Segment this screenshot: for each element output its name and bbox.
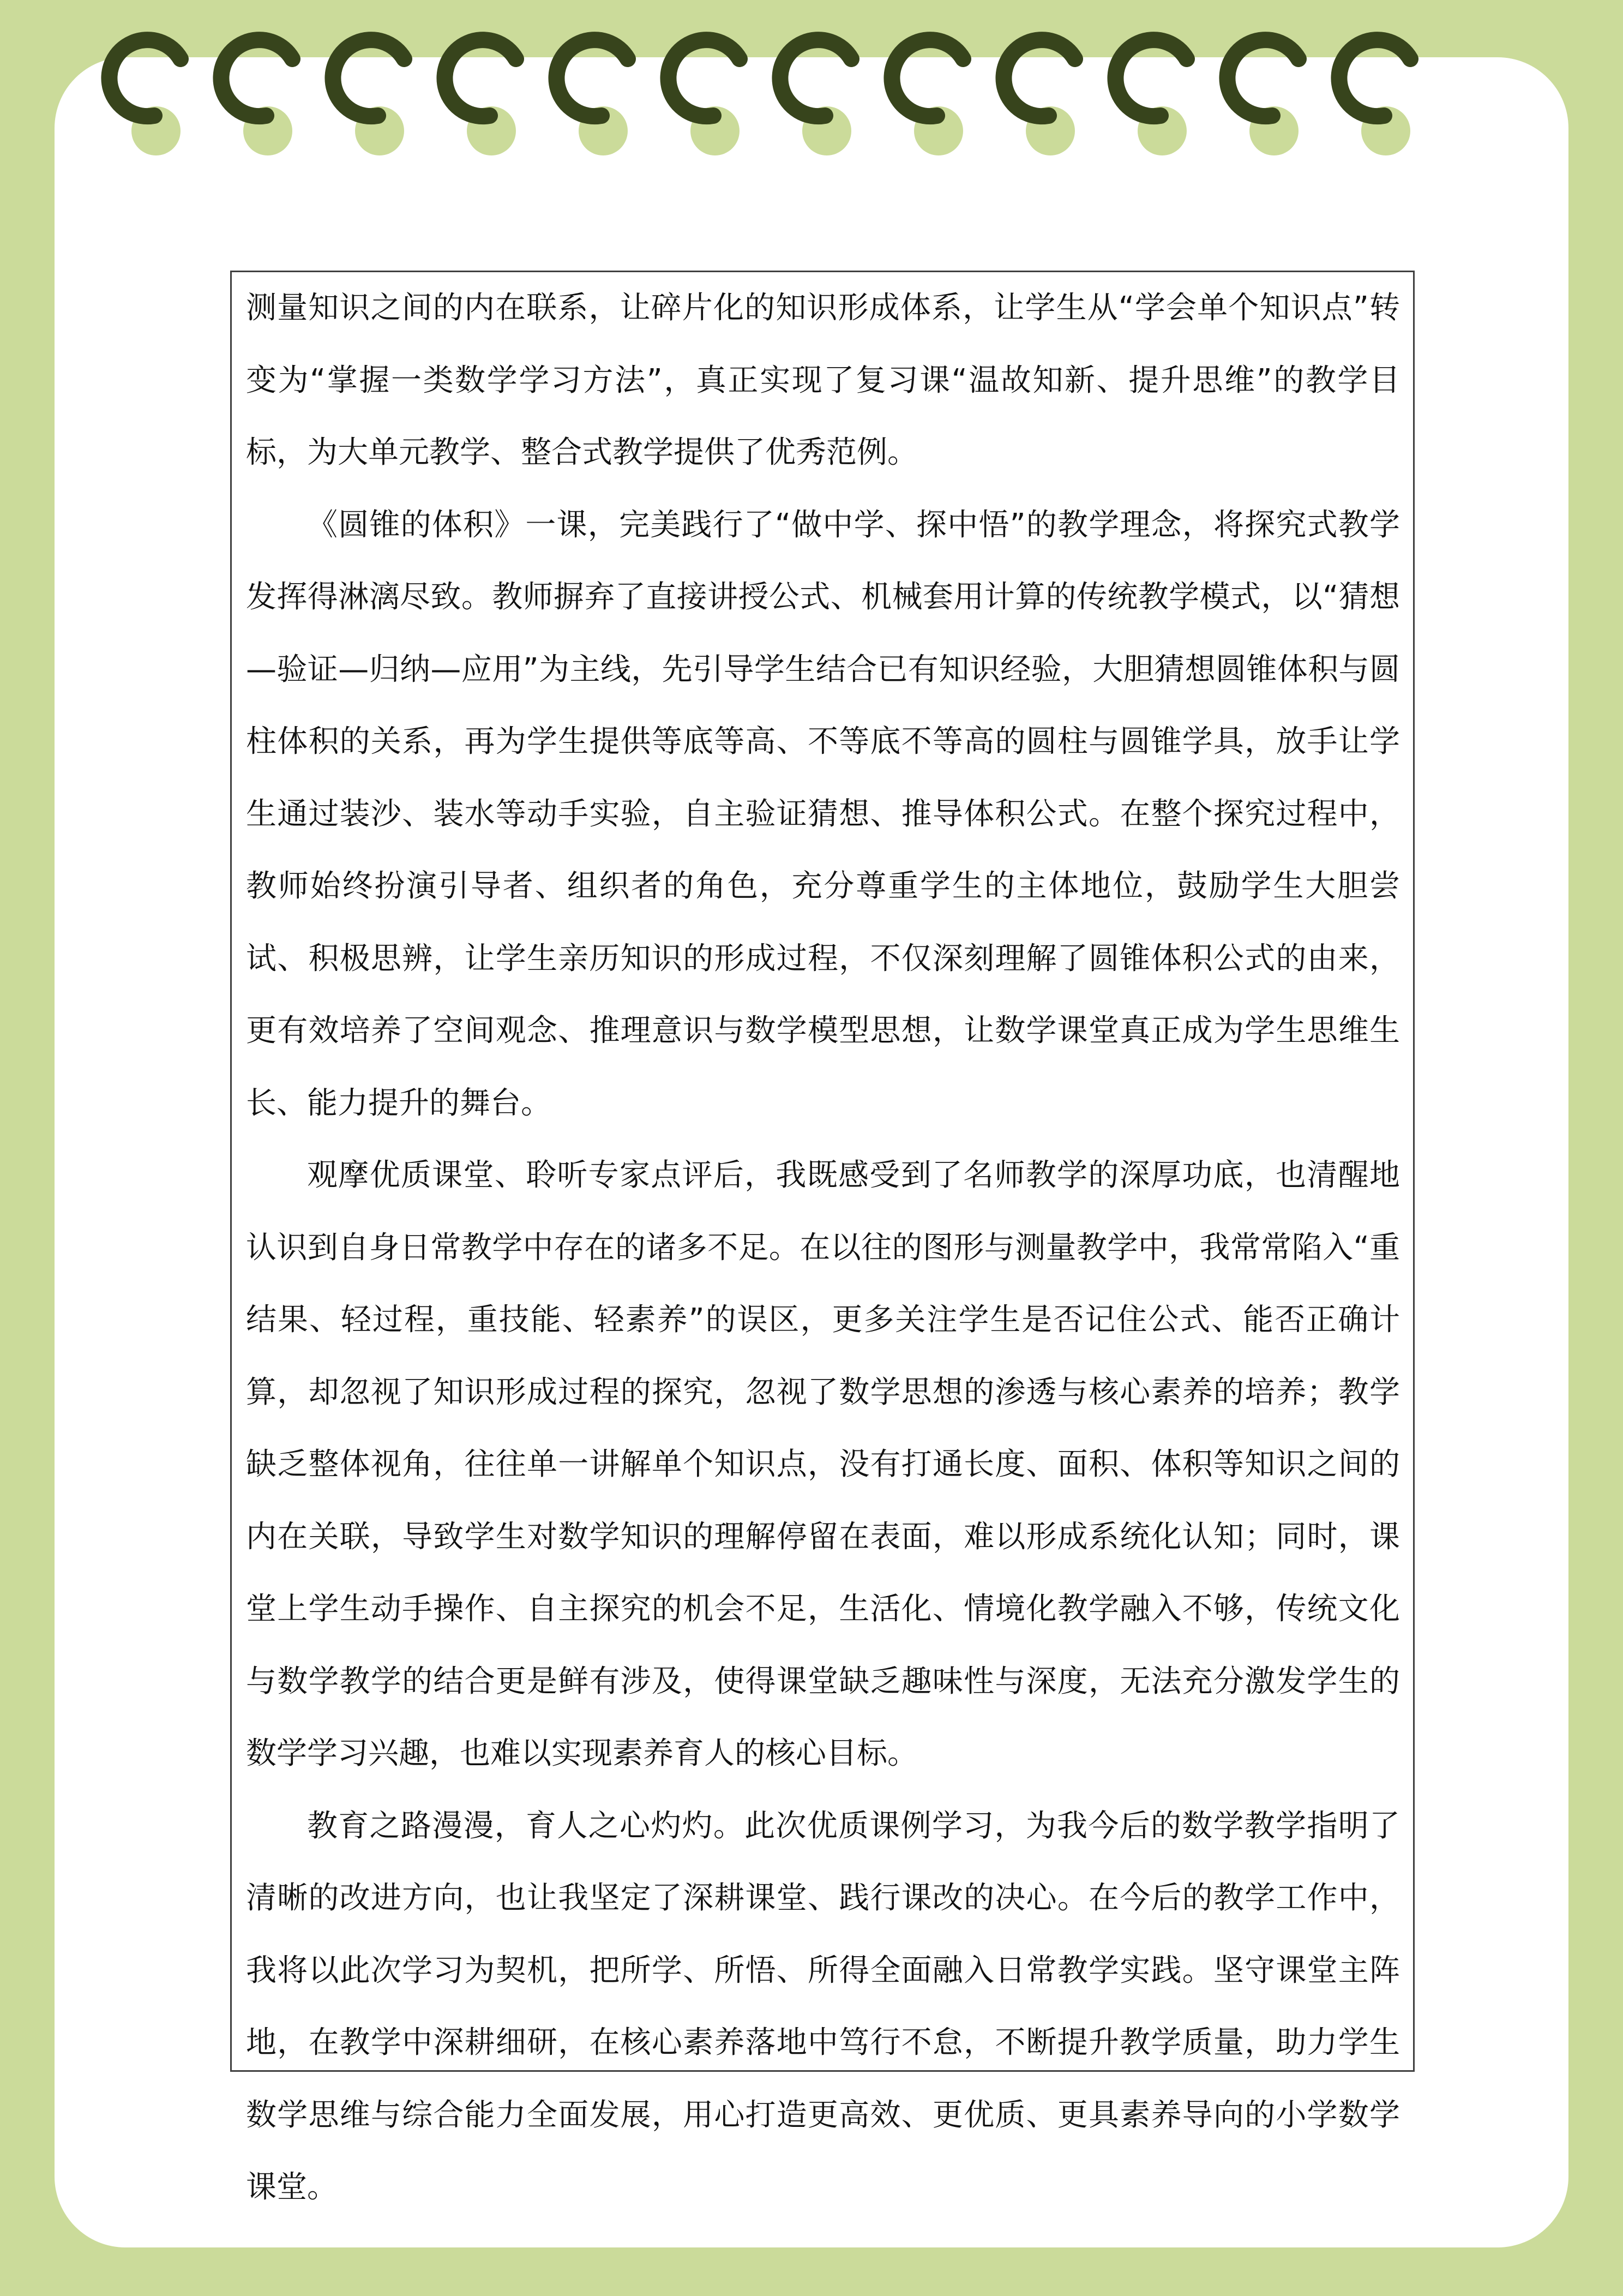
paragraph-2: 《圆锥的体积》一课，完美践行了“做中学、探中悟”的教学理念，将探究式教学发挥得淋漓尽致。教师摒弃了直接讲授公式、机械套用计算的传统教学模式，以“猜想—验证—归纳—应用”为主线，先引导学生结合已有知识经验，大胆猜想圆锥体积与圆柱体积的关系，再为学生提供等底等高、不等底不等高的圆柱与圆锥学具，放手让学生通过装沙、装水等动手实验，自主验证猜想、推导体积公式。在整个探究过程中，教师始终扮演引导者、组织者的角色，充分尊重学生的主体地位，鼓励学生大胆尝试、积极思辨，让学生亲历知识的形成过程，不仅深刻理解了圆锥体积公式的由来，更有效培养了空间观念、推理意识与数学模型思想，让数学课堂真正成为学生思维生长、能力提升的舞台。 — [246, 507, 1400, 1121]
binding-ring — [877, 0, 981, 164]
binding-ring — [206, 0, 310, 164]
binding-ring — [430, 0, 533, 164]
binding-ring — [1212, 0, 1316, 164]
binding-ring — [989, 0, 1092, 164]
binding-ring — [653, 0, 757, 164]
binding-ring — [1101, 0, 1204, 164]
text-frame — [230, 271, 1415, 2205]
binding-ring — [94, 0, 198, 164]
binding-ring — [765, 0, 869, 164]
binding-ring — [1324, 0, 1428, 164]
binding-ring — [542, 0, 645, 164]
paragraph-3: 观摩优质课堂、聆听专家点评后，我既感受到了名师教学的深厚功底，也清醒地认识到自身日常教学中存在的诸多不足。在以往的图形与测量教学中，我常常陷入“重结果、轻过程，重技能、轻素养”的误区，更多关注学生是否记住公式、能否正确计算，却忽视了知识形成过程的探究，忽视了数学思想的渗透与核心素养的培养；教学缺乏整体视角，往往单一讲解单个知识点，没有打通长度、面积、体积等知识之间的内在关联，导致学生对数学知识的理解停留在表面，难以形成系统化认知；同时，课堂上学生动手操作、自主探究的机会不足，生活化、情境化教学融入不够，传统文化与数学教学的结合更是鲜有涉及，使得课堂缺乏趣味性与深度，无法充分激发学生的数学学习兴趣，也难以实现素养育人的核心目标。 — [246, 1158, 1400, 1771]
spiral-binding — [0, 0, 1623, 175]
paragraph-4: 教育之路漫漫，育人之心灼灼。此次优质课例学习，为我今后的数学教学指明了清晰的改进方向，也让我坚定了深耕课堂、践行课改的决心。在今后的教学工作中，我将以此次学习为契机，把所学、所悟、所得全面融入日常教学实践。坚守课堂主阵地，在教学中深耕细研，在核心素养落地中笃行不怠，不断提升教学质量，助力学生数学思维与综合能力全面发展，用心打造更高效、更优质、更具素养导向的小学数学课堂。 — [246, 1808, 1400, 2205]
paragraph-1: 测量知识之间的内在联系，让碎片化的知识形成体系，让学生从“学会单个知识点”转变为“掌握一类数学学习方法”，真正实现了复习课“温故知新、提升思维”的教学目标，为大单元教学、整合式教学提供了优秀范例。 — [246, 290, 1400, 470]
binding-ring — [318, 0, 422, 164]
